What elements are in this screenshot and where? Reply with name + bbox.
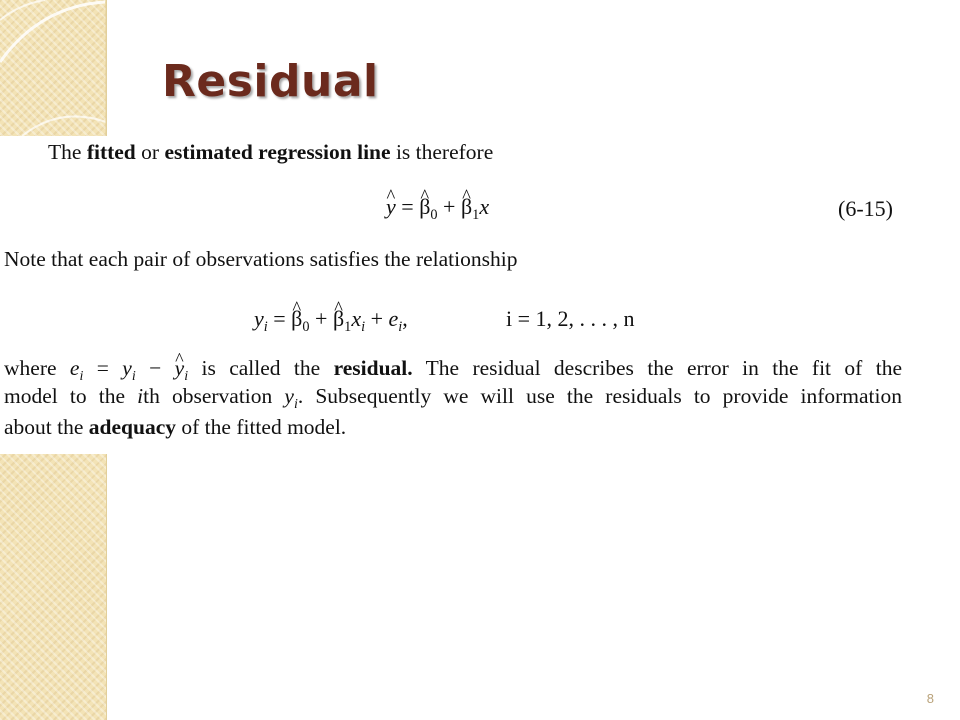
equation-number: (6-15) (838, 196, 893, 221)
equation-observations: $y_i$ = ^ $\beta_0$ + ^ $\beta_1x_i + e_i$, (254, 306, 408, 332)
residual-definition: $e_i = y_i$ − ^ $y_i$ (70, 356, 188, 380)
observation-y-i: $y_i$ (284, 384, 298, 412)
intro-text-end: is therefore (390, 140, 494, 164)
equation-index-range: i = 1, 2, . . . , n (506, 306, 635, 331)
text-model-to: model to the (4, 384, 138, 408)
page-number: 8 (926, 691, 934, 706)
term-estimated-regression-line: estimated regression line (164, 140, 391, 164)
text-th-observation: th observation (143, 384, 285, 408)
intro-text-or: or (135, 140, 165, 164)
text-about-the: about the (4, 415, 89, 439)
term-residual: residual. (333, 356, 413, 380)
text-residual-description: The residual describes the error in the fit of the (412, 356, 902, 380)
intro-text: The (48, 140, 87, 164)
term-adequacy: adequacy (88, 415, 177, 439)
text-subsequently: . Subsequently we will use the residuals to provide information (297, 384, 902, 408)
relationship-line: Note that each pair of observations satisfies the relationship (4, 247, 518, 271)
text-where: where (4, 356, 70, 380)
paragraph-line-2 (4, 384, 902, 412)
text-fitted-model: of the fitted model. (176, 415, 347, 439)
slide-title: Residual (162, 56, 379, 107)
intro-line (48, 142, 493, 164)
text-i: i (137, 384, 144, 408)
decorative-arcs (0, 0, 140, 150)
term-fitted: fitted (86, 140, 136, 164)
paragraph-line-3 (4, 417, 346, 439)
text-called: is called the (188, 356, 334, 380)
paragraph-line-1 (4, 356, 902, 384)
equation-fitted-line: ^ y = ^ $\beta_0$ + ^ $\beta_1x$ (386, 194, 489, 220)
